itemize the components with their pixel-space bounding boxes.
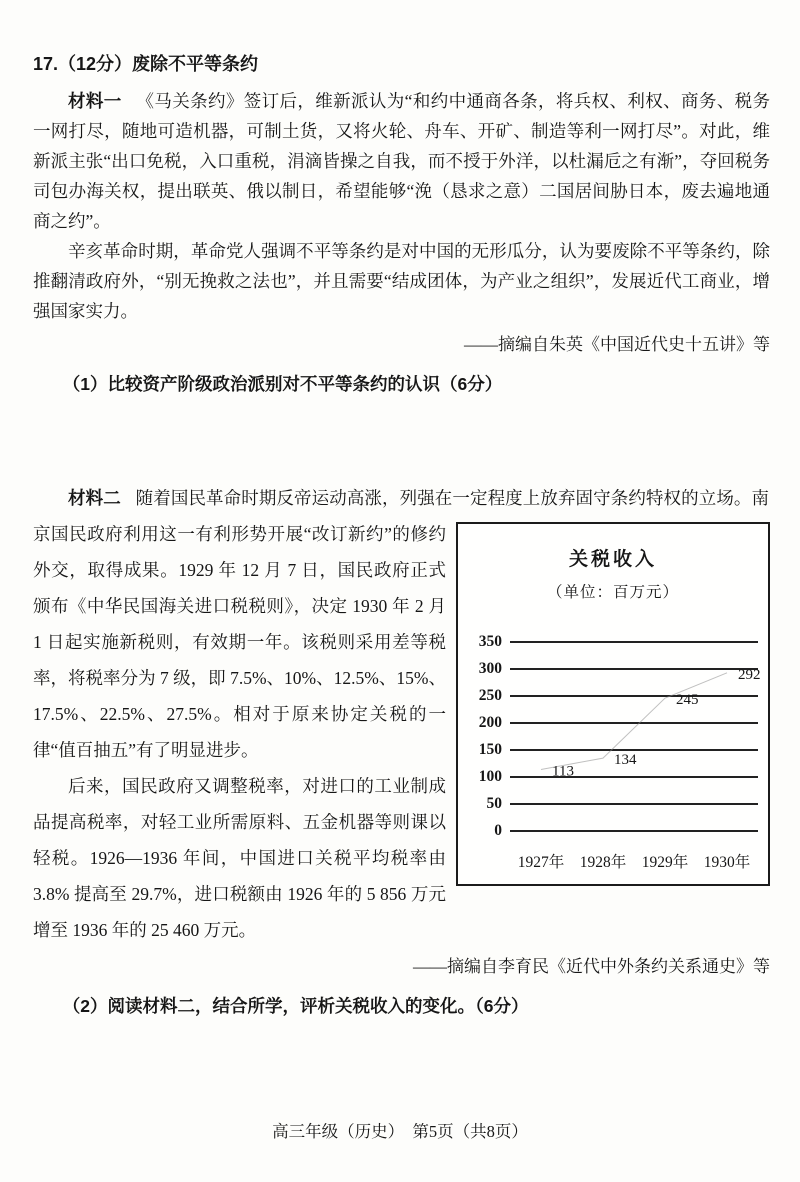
- material2-paragraph-2: 后来，国民政府又调整税率，对进口的工业制成品提高税率，对轻工业所需原料、五金机器等则课以轻税。1926—1936 年间，中国进口关税平均税率由 3.8% 提高至 29.7%，进口税额由 1926 年的 5 856 万元增至 1936 年的 25 460 万元。: [33, 776, 446, 940]
- y-tick-label: 50: [486, 794, 502, 812]
- material2-text-1: 随着国民革命时期反帝运动高涨，列强在一定程度上放弃固守条约特权的立场。南京国民政府利用这一有利形势开展“改订新约”的修约外交，取得成果。1929 年 12 月 7 日，国民政府正式颁布《中华民国海关进口税税则》，决定 1930 年 2 月 1 日起实施新税则，有效期一年。该税则采用差等税率，将税率分为 7 级，即 7.5%、10%、12.5%、15%、17.5%、22.5%、27.5%。相对于原来协定关税的一律“值百抽五”有了明显进步。: [33, 488, 770, 760]
- x-tick-label: 1930年: [703, 854, 751, 871]
- grid-row: [468, 736, 758, 763]
- data-point-label: 113: [552, 763, 574, 780]
- data-point-label: 134: [614, 752, 637, 769]
- sub-question-1: （1）比较资产阶级政治派别对不平等条约的认识（6分）: [62, 374, 503, 394]
- gridline: [510, 668, 758, 670]
- x-tick-label: 1929年: [641, 854, 689, 871]
- y-tick-label: 300: [478, 659, 502, 677]
- grid-row: [468, 763, 758, 790]
- material1-source: ——摘编自朱英《中国近代史十五讲》等: [464, 335, 770, 354]
- grid-row: [468, 655, 758, 682]
- y-tick-label: 250: [478, 686, 502, 704]
- y-tick-label: 150: [478, 740, 502, 758]
- sub-question-2: （2）阅读材料二，结合所学，评析关税收入的变化。（6分）: [62, 996, 529, 1016]
- gridline: [510, 830, 758, 832]
- y-tick-label: 200: [478, 713, 502, 731]
- gridline: [510, 695, 758, 697]
- y-tick-label: 0: [494, 821, 502, 839]
- x-tick-label: 1927年: [517, 854, 565, 871]
- chart-unit-subtitle: （单位：百万元）: [546, 584, 679, 601]
- grid-row: [468, 628, 758, 655]
- y-tick-label: 100: [478, 767, 502, 785]
- grid-row: [468, 790, 758, 817]
- data-point-label: 245: [676, 692, 699, 709]
- page-footer: 高三年级（历史） 第5页（共8页）: [272, 1122, 528, 1141]
- gridline: [510, 749, 758, 751]
- x-axis-labels: [510, 850, 758, 872]
- gridline: [510, 776, 758, 778]
- material2-section: [33, 480, 770, 948]
- grid-row: [468, 709, 758, 736]
- material1-text-1: 《马关条约》签订后，维新派认为“和约中通商各条，将兵权、利权、商务、税务一网打尽，随地可造机器，可制土货，又将火轮、舟车、开矿、制造等利一网打尽”。对此，维新派主张“出口免税，入口重税，涓滴皆操之自我，而不授于外洋，以杜漏卮之有渐”，夺回税务司包办海关权，提出联英、俄以制日，希望能够“浼（恳求之意）二国居间胁日本，废去遍地通商之约”。: [33, 91, 771, 231]
- grid-row: [468, 817, 758, 844]
- y-tick-label: 350: [478, 632, 502, 650]
- data-point-label: 292: [738, 666, 761, 683]
- material2-source: ——摘编自李育民《近代中外条约关系通史》等: [413, 957, 770, 976]
- chart-title: 关税收入: [568, 549, 657, 570]
- material1-label: 材料一: [68, 91, 122, 111]
- material1-paragraph-1: [33, 86, 770, 236]
- x-tick-label: 1928年: [579, 854, 627, 871]
- gridline: [510, 803, 758, 805]
- chart-plot-area: [468, 628, 761, 872]
- material2-label: 材料二: [68, 488, 121, 508]
- question-17-title: 17.（12分）废除不平等条约: [33, 54, 259, 74]
- grid-row: [468, 682, 758, 709]
- tariff-revenue-chart: [456, 522, 770, 886]
- material1-paragraph-2: 辛亥革命时期，革命党人强调不平等条约是对中国的无形瓜分，认为要废除不平等条约，除推翻清政府外，“别无挽救之法也”，并且需要“结成团体，为产业之组织”，发展近代工商业，增强国家实力。: [33, 241, 770, 321]
- gridline: [510, 722, 758, 724]
- chart-float-spacer: [769, 480, 770, 522]
- gridline: [510, 641, 758, 643]
